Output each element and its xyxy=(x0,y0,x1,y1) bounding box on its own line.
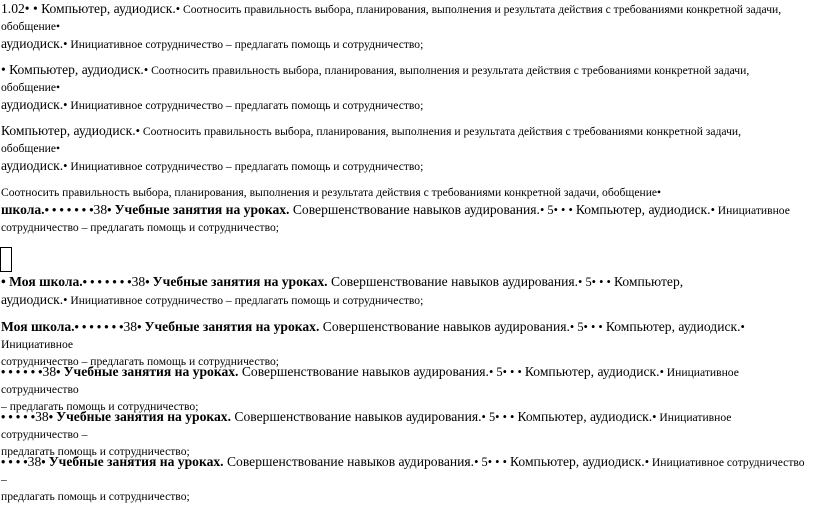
paragraph-2 xyxy=(1,61,810,114)
paragraph-3 xyxy=(1,122,810,175)
line-7-2: – предлагать помощь и сотрудничество; xyxy=(1,400,199,413)
line-1-2: обобщение• xyxy=(1,20,61,33)
line-6-2: сотрудничество – предлагать помощь и сотрудничество; xyxy=(1,355,279,368)
line-2-2: обобщение• xyxy=(1,81,61,94)
line-7-1: • • • • • •38• Учебные занятия на уроках. Совершенствование навыков аудирования.• 5• • • Компьютер, аудиодиск.• Инициативное сотрудничество xyxy=(1,364,739,396)
line-1-1: 1.02• • Компьютер, аудиодиск.• Соотносить правильность выбора, планирования, выполнения и результата действия с требованиями конкретной задачи, xyxy=(1,1,782,16)
line-4-1: Соотносить правильность выбора, планирования, выполнения и результата действия с требованиями конкретной задачи, обобщение• xyxy=(1,186,662,199)
paragraph-9 xyxy=(1,453,810,505)
line-4-2: школа.• • • • • • •38• Учебные занятия на уроках. Совершенствование навыков аудирования.• 5• • • Компьютер, аудиодиск.• Инициативное xyxy=(1,202,790,217)
line-8-2: предлагать помощь и сотрудничество; xyxy=(1,445,190,458)
line-9-2: предлагать помощь и сотрудничество; xyxy=(1,490,190,503)
line-3-1: Компьютер, аудиодиск.• Соотносить правильность выбора, планирования, выполнения и результата действия с требованиями конкретной задачи, xyxy=(1,123,742,138)
line-8-1: • • • • •38• Учебные занятия на уроках. Совершенствование навыков аудирования.• 5• • • Компьютер, аудиодиск.• Инициативное сотрудничество – xyxy=(1,409,732,441)
line-9-1: • • • •38• Учебные занятия на уроках. Совершенствование навыков аудирования.• 5• • • Компьютер, аудиодиск.• Инициативное сотрудничество – xyxy=(1,454,805,486)
line-1-3: аудиодиск.• Инициативное сотрудничество – предлагать помощь и сотрудничество; xyxy=(1,36,424,51)
paragraph-4 xyxy=(1,184,810,236)
line-6-1: Моя школа.• • • • • • •38• Учебные занятия на уроках. Совершенствование навыков аудирования.• 5• • • Компьютер, аудиодиск.• Инициативное xyxy=(1,319,745,351)
line-5-1: • Моя школа.• • • • • • •38• Учебные занятия на уроках. Совершенствование навыков аудирования.• 5• • • Компьютер, xyxy=(1,274,684,289)
line-3-2: обобщение• xyxy=(1,142,61,155)
line-4-3: сотрудничество – предлагать помощь и сотрудничество; xyxy=(1,221,279,234)
line-2-3: аудиодиск.• Инициативное сотрудничество – предлагать помощь и сотрудничество; xyxy=(1,97,424,112)
line-3-3: аудиодиск.• Инициативное сотрудничество – предлагать помощь и сотрудничество; xyxy=(1,158,424,173)
line-2-1: • Компьютер, аудиодиск.• Соотносить правильность выбора, планирования, выполнения и результата действия с требованиями конкретной задачи, xyxy=(1,62,750,77)
empty-frame xyxy=(0,247,12,272)
paragraph-1 xyxy=(1,0,810,53)
paragraph-5 xyxy=(1,273,810,309)
line-5-2: аудиодиск.• Инициативное сотрудничество – предлагать помощь и сотрудничество; xyxy=(1,292,424,307)
